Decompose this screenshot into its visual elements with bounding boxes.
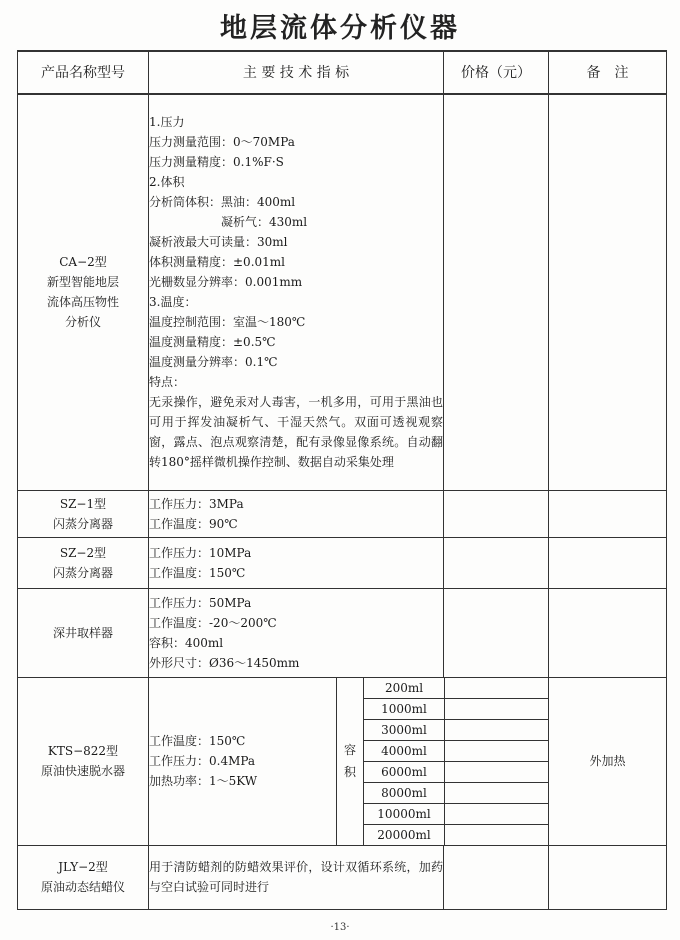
product-name-line: 闪蒸分离器 (52, 516, 113, 531)
spec-cell (149, 537, 444, 588)
price-cell (444, 845, 549, 909)
volume-value: 200ml (364, 678, 445, 699)
product-spec-table (17, 50, 667, 910)
spec-cell (149, 845, 444, 909)
remark-text: 外加热 (589, 754, 626, 768)
remarks-cell (549, 490, 667, 537)
volume-price (445, 803, 549, 824)
volume-price (445, 678, 549, 699)
product-name-line: 新型智能地层 (46, 275, 119, 290)
volume-price (445, 782, 549, 803)
remarks-cell (549, 677, 667, 845)
spec-line: 1.压力 (149, 115, 185, 130)
price-cell (444, 588, 549, 677)
volume-price (445, 740, 549, 761)
volume-value: 3000ml (364, 719, 445, 740)
volume-value: 20000ml (364, 824, 445, 845)
volume-value: 10000ml (364, 803, 445, 824)
volume-value: 8000ml (364, 782, 445, 803)
product-name-line: 分析仪 (64, 315, 101, 330)
product-name-line: 原油快速脱水器 (40, 764, 125, 778)
volume-row (364, 719, 548, 740)
volume-row (364, 824, 548, 845)
table-row-ca2 (18, 94, 667, 490)
table-row-sampler (18, 588, 667, 677)
page-number: ·13· (330, 922, 350, 933)
spec-line: 温度控制范围：室温～180℃ (149, 315, 306, 330)
spec-line: 工作压力：0.4MPa (149, 754, 256, 768)
feature-text: 无汞操作，避免汞对人毒害，一机多用，可用于黑油也可用于挥发油凝析气、干湿天然气。双面可透视观察窗，露点、泡点观察清楚，配有录像显像系统。自动翻转180°摇样微机操作控制、数据自动采集处理 (149, 395, 444, 470)
volume-price (445, 824, 549, 845)
price-cell (444, 490, 549, 537)
spec-line: 工作压力：3MPa (149, 496, 244, 511)
table-row-jly2 (18, 845, 667, 909)
volume-row (364, 678, 548, 699)
spec-line: 加热功率：1～5KW (149, 774, 258, 788)
header-price: 价格（元） (444, 51, 549, 94)
spec-line: 温度测量分辨率：0.1℃ (149, 355, 278, 370)
spec-line: 温度测量精度：±0.5℃ (149, 335, 276, 350)
table-row-sz1 (18, 490, 667, 537)
spec-cell (149, 490, 444, 537)
spec-line: 压力测量精度：0.1%F·S (149, 155, 284, 170)
volume-row (364, 782, 548, 803)
volume-price (445, 761, 549, 782)
volume-price (445, 698, 549, 719)
volume-row (364, 698, 548, 719)
product-model: SZ−1型 (59, 496, 107, 511)
spec-line: 容积：400ml (149, 635, 224, 650)
product-model: SZ−2型 (59, 545, 107, 560)
spec-cell (149, 677, 337, 845)
product-model: CA−2型 (59, 255, 107, 270)
volume-value: 6000ml (364, 761, 445, 782)
product-name-cell (18, 845, 149, 909)
page-title: 地层流体分析仪器 (220, 13, 460, 44)
spec-line: 2.体积 (149, 175, 185, 190)
spec-line: 工作压力：50MPa (149, 595, 252, 610)
product-name-cell (18, 94, 149, 490)
volume-value: 1000ml (364, 698, 445, 719)
product-name-line: 深井取样器 (52, 625, 113, 640)
volume-label: 容 积 (337, 677, 364, 845)
spec-line: 工作压力：10MPa (149, 545, 252, 560)
remarks-cell (549, 94, 667, 490)
volume-table (364, 678, 548, 845)
volume-grid (364, 677, 549, 845)
product-name-line: 流体高压物性 (46, 295, 119, 310)
remarks-cell (549, 588, 667, 677)
spec-line: 工作温度：90℃ (149, 516, 238, 531)
price-cell (444, 94, 549, 490)
spec-line: 分析筒体积：黑油：400ml (149, 195, 296, 210)
header-specs: 主 要 技 术 指 标 (149, 51, 444, 94)
volume-value: 4000ml (364, 740, 445, 761)
spec-cell (149, 588, 444, 677)
product-model: KTS−822型 (47, 744, 119, 758)
header-row (18, 51, 667, 94)
header-product: 产品名称型号 (18, 51, 149, 94)
spec-line: 工作温度：150℃ (149, 565, 246, 580)
header-remarks: 备 注 (549, 51, 667, 94)
spec-line: 凝析气：430ml (149, 215, 308, 230)
product-model: JLY−2型 (58, 860, 108, 874)
volume-row (364, 761, 548, 782)
table-row-sz2 (18, 537, 667, 588)
volume-row (364, 740, 548, 761)
volume-row (364, 803, 548, 824)
spec-line: 工作温度：150℃ (149, 734, 246, 748)
product-name-cell (18, 537, 149, 588)
price-cell (444, 537, 549, 588)
product-name-cell (18, 677, 149, 845)
remarks-cell (549, 845, 667, 909)
product-name-line: 闪蒸分离器 (52, 565, 113, 580)
spec-line: 体积测量精度：±0.01ml (149, 255, 285, 270)
spec-line: 凝析液最大可读量：30ml (149, 235, 288, 250)
spec-line: 特点： (149, 375, 186, 390)
spec-line: 3.温度： (149, 295, 197, 310)
spec-line: 压力测量范围：0～70MPa (149, 135, 295, 150)
volume-price (445, 719, 549, 740)
remarks-cell (549, 537, 667, 588)
product-name-cell (18, 490, 149, 537)
spec-line: 光栅数显分辨率：0.001mm (149, 275, 303, 290)
product-name-cell (18, 588, 149, 677)
spec-line: 工作温度：-20～200℃ (149, 615, 277, 630)
spec-line: 外形尺寸：Ø36～1450mm (149, 655, 300, 670)
table-row-kts822 (18, 677, 667, 845)
product-name-line: 原油动态结蜡仪 (40, 880, 125, 894)
spec-cell (149, 94, 444, 490)
spec-text: 用于清防蜡剂的防蜡效果评价，设计双循环系统，加药与空白试验可同时进行 (149, 860, 444, 894)
